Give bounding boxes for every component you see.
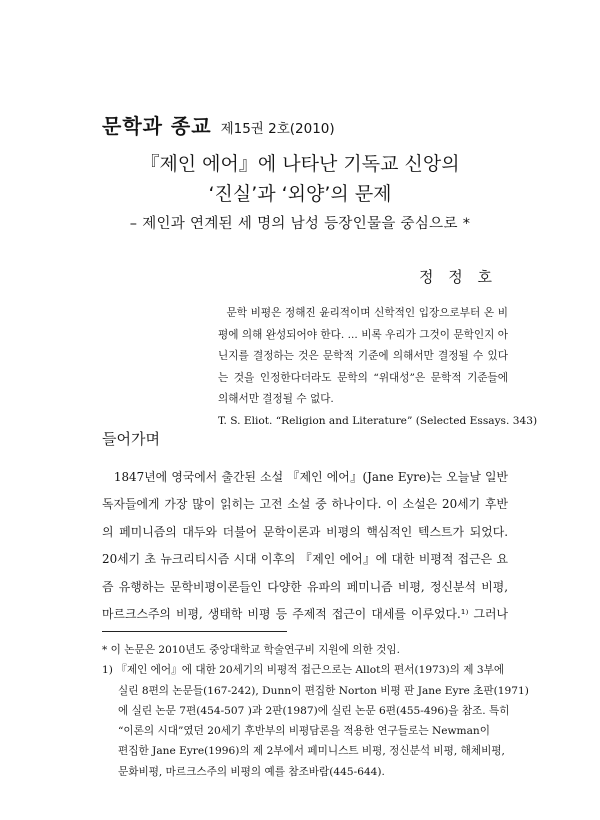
journal-logo: 문학과 종교 [102,114,212,138]
footnote-line: 1) 『제인 에어』에 대한 20세기의 비평적 접근으로는 Allot의 편서(1973)의 제 3부에 [102,664,505,677]
author-name: 정 정 호 [418,268,497,286]
body-line: 독자들에게 가장 많이 읽히는 고전 소설 중 하나이다. 이 소설은 20세기 후반 [102,497,508,512]
body-line: 1847년에 영국에서 출간된 소설 『제인 에어』(Jane Eyre)는 오늘날 일반 [113,470,508,484]
footnote-line: 문화비평, 마르크스주의 비평의 예를 참조바람(445-644). [118,765,385,778]
epigraph-text: 문학 비평은 정해진 윤리적이며 신학적인 입장으로부터 온 비평에 의해 완성되어야 한다. ... 비록 우리가 그것이 문학인지 아닌지를 결정하는 것은 문학적 기준에 의해서만 결정될 수 있다는 것을 인정한다더라도 문학의 “위대성”은 문학적 기준들에 의해서만 결정될 수 없다. [218,307,508,405]
footnote-line: * 이 논문은 2010년도 중앙대학교 학술연구비 지원에 의한 것임. [102,644,400,656]
epigraph-source: T. S. Eliot. “Religion and Literature” (Selected Essays. 343) [218,414,538,427]
article-title-line-1: 『제인 에어』에 나타난 기독교 신앙의 [140,153,460,175]
epigraph [218,303,538,432]
footnotes [102,640,529,782]
section-heading: 들어가며 [102,430,160,448]
article-subtitle: – 제인과 연계된 세 명의 남성 등장인물을 중심으로 * [129,216,471,232]
footnote-line: “이론의 시대”였던 20세기 후반부의 비평담론을 적용한 연구들로는 Newman이 [118,725,490,738]
journal-header [102,110,335,139]
footnote-line: 실린 8편의 논문들(167-242), Dunn이 편집한 Norton 비평 판 Jane Eyre 초판(1971) [118,684,529,697]
footnote-line: 에 실린 논문 7편(454-507 )과 2판(1987)에 실린 논문 6편(455-496)을 참조. 특히 [118,704,510,717]
body-line: 20세기 초 뉴크리티시즘 시대 이후의 『제인 에어』에 대한 비평적 접근은 요 [102,552,508,567]
body-line: 의 페미니즘의 대두와 더불어 문학이론과 비평의 핵심적인 텍스트가 되었다. [102,524,508,539]
body-line: 마르크스주의 비평, 생태학 비평 등 주제적 접근이 대세를 이루었다.¹⁾ 그러나 [102,607,508,622]
body-text [102,464,508,628]
article-title-line-2: ‘진실’과 ‘외양’의 문제 [208,183,392,205]
footnote-line: 편집한 Jane Eyre(1996)의 제 2부에서 페미니스트 비평, 정신분석 비평, 해체비평, [118,745,505,758]
footnote-divider [102,631,287,632]
journal-issue: 제15권 2호(2010) [220,121,335,137]
body-line: 즘 유행하는 문학비평이론들인 다양한 유파의 페미니즘 비평, 정신분석 비평, [102,579,508,594]
